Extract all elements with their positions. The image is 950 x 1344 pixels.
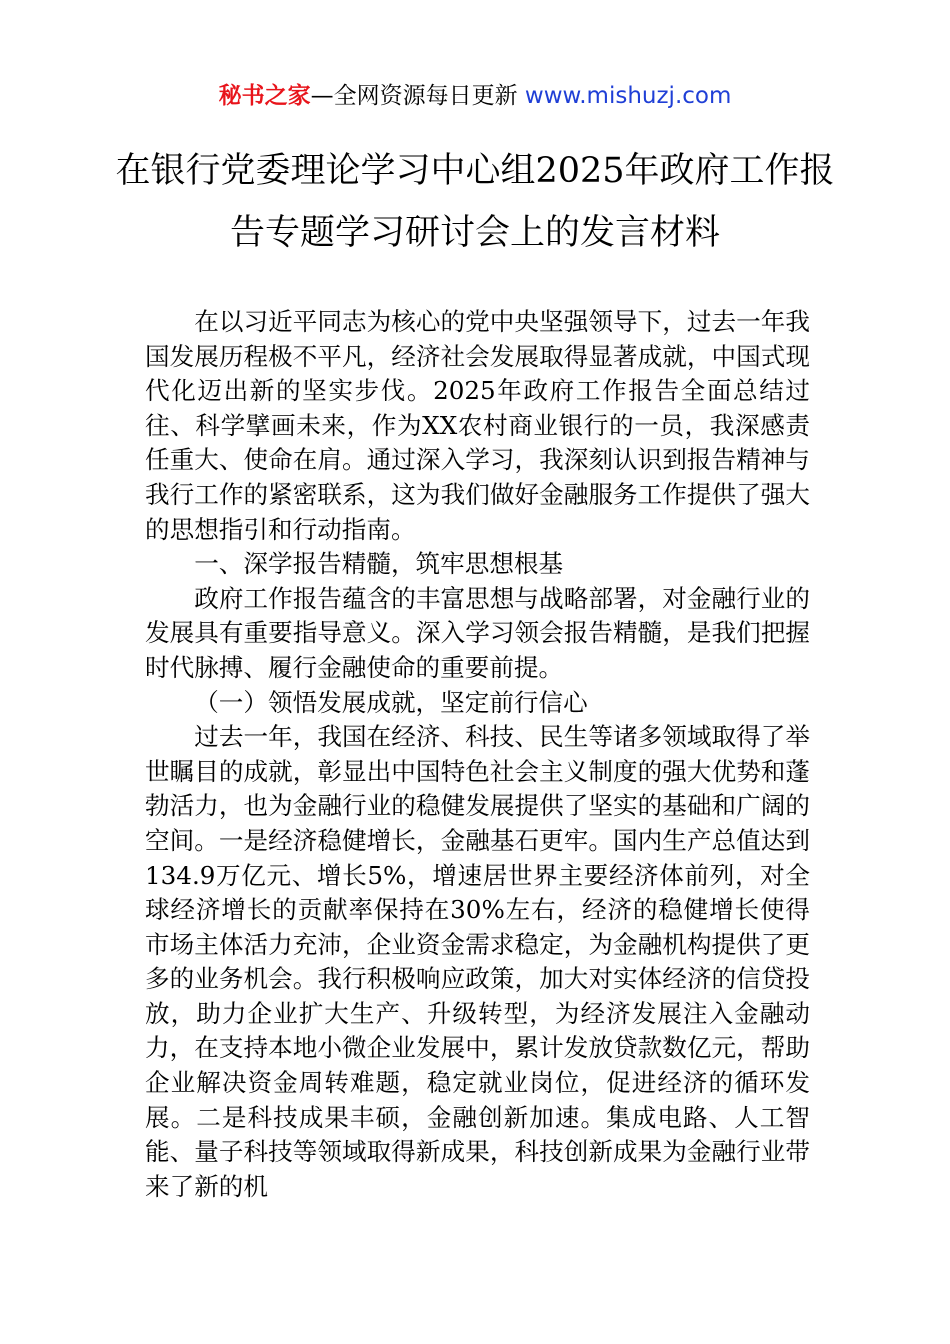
site-header: [0, 80, 950, 112]
subsection-heading-1: （一）领悟发展成就，坚定前行信心: [194, 687, 588, 717]
subsection-paragraph: 过去一年，我国在经济、科技、民生等诸多领域取得了举世瞩目的成就，彰显出中国特色社会主义制度的强大优势和蓬勃活力，也为金融行业的稳健发展提供了坚实的基础和广阔的空间。一是经济稳健增长，金融基石更牢。国内生产总值达到134.9万亿元、增长5%，增速居世界主要经济体前列，对全球经济增长的贡献率保持在30%左右，经济的稳健增长使得市场主体活力充沛，企业资金需求稳定，为金融机构提供了更多的业务机会。我行积极响应政策，加大对实体经济的信贷投放，助力企业扩大生产、升级转型，为经济发展注入金融动力，在支持本地小微企业发展中，累计发放贷款数亿元，帮助企业解决资金周转难题，稳定就业岗位，促进经济的循环发展。二是科技成果丰硕，金融创新加速。集成电路、人工智能、量子科技等领域取得新成果，科技创新成果为金融行业带来了新的机: [145, 722, 810, 1201]
site-brand: 秘书之家: [218, 83, 311, 109]
site-url-link[interactable]: www.mishuzj.com: [524, 83, 732, 109]
document-title: 在银行党委理论学习中心组2025年政府工作报告专题学习研讨会上的发言材料: [115, 151, 835, 253]
section-heading-1: 一、深学报告精髓，筑牢思想根基: [194, 549, 564, 579]
section-paragraph: 政府工作报告蕴含的丰富思想与战略部署，对金融行业的发展具有重要指导意义。深入学习领会报告精髓，是我们把握时代脉搏、履行金融使命的重要前提。: [145, 583, 810, 682]
document-body: [145, 305, 810, 1204]
site-tagline: —全网资源每日更新: [310, 83, 518, 109]
intro-paragraph: 在以习近平同志为核心的党中央坚强领导下，过去一年我国发展历程极不平凡，经济社会发展取得显著成就，中国式现代化迈出新的坚实步伐。2025年政府工作报告全面总结过往、科学擘画未来，作为XX农村商业银行的一员，我深感责任重大、使命在肩。通过深入学习，我深刻认识到报告精神与我行工作的紧密联系，这为我们做好金融服务工作提供了强大的思想指引和行动指南。: [145, 307, 810, 544]
